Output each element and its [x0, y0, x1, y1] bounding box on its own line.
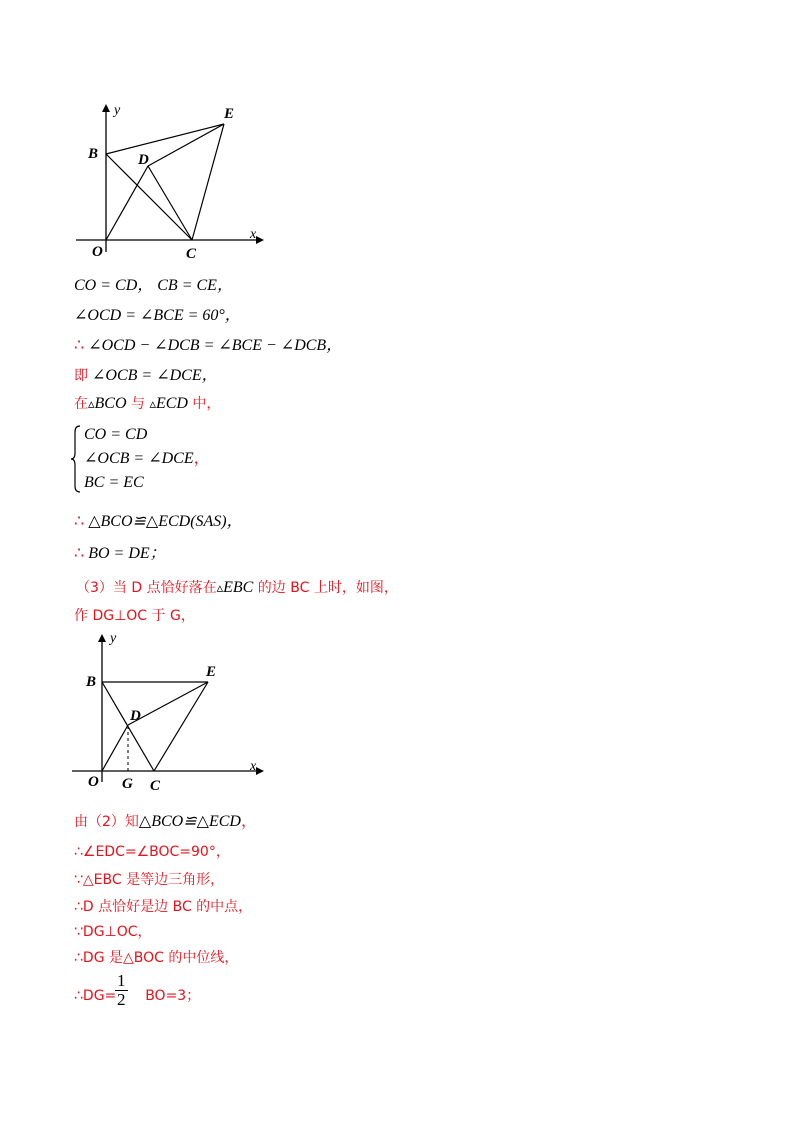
triangle-symbol-ebc: ▵	[216, 581, 224, 596]
equation-angle-60: ∠OCD = ∠BCE = 60°，	[74, 307, 241, 324]
equation-angle-subtract-math: ∠OCD − ∠DCB = ∠BCE − ∠DCB，	[84, 337, 343, 354]
therefore-symbol: ∴	[74, 545, 85, 562]
angle-edc-boc: ∴∠EDC=∠BOC=90°，	[74, 844, 230, 860]
congruence-sas	[74, 512, 243, 532]
label-E: E	[206, 664, 217, 680]
triangle-ebc: EBC	[223, 579, 254, 596]
segment-OD	[106, 166, 148, 240]
x-axis-label: x	[250, 227, 257, 242]
label-C: C	[186, 246, 197, 262]
segment-EC	[154, 682, 208, 771]
label-C: C	[150, 778, 161, 794]
geometry-figure-1	[60, 92, 280, 267]
x-axis-arrow	[256, 767, 264, 775]
system-eq-2-comma: ，	[193, 450, 210, 467]
prefix-zai: 在	[74, 396, 88, 412]
label-B: B	[86, 674, 97, 690]
perpendicular-statement: ∵DG⊥OC，	[74, 924, 152, 940]
label-O: O	[88, 774, 99, 790]
from-part-2-math: △BCO≌△ECD	[138, 813, 241, 830]
equation-system	[70, 425, 330, 493]
segment-DE	[148, 124, 224, 166]
part-3-statement	[76, 578, 398, 599]
median-line-statement: ∴DG 是△BOC 的中位线，	[74, 950, 239, 966]
y-axis-label: y	[110, 631, 117, 646]
y-axis-arrow	[98, 634, 106, 642]
label-G: G	[122, 776, 133, 792]
fraction-numerator: 1	[117, 971, 126, 990]
label-E: E	[224, 106, 235, 122]
part-3-suffix: 的边 BC 上时，如图，	[253, 580, 398, 596]
system-eq-2-math: ∠OCB = ∠DCE	[84, 450, 194, 467]
triangle-ecd: ECD	[155, 395, 188, 412]
equation-angle-subtract	[74, 336, 342, 356]
segment-EC	[192, 124, 224, 240]
system-eq-2	[84, 449, 210, 469]
construct-dg: 作 DG⊥OC 于 G，	[74, 608, 195, 624]
left-brace	[70, 425, 82, 493]
label-B: B	[88, 146, 99, 162]
y-axis-arrow	[102, 104, 110, 112]
congruence-sas-math: △BCO≌△ECD(SAS)，	[84, 513, 243, 530]
system-eq-1: CO = CD	[84, 426, 148, 443]
therefore-symbol: ∴	[74, 337, 85, 354]
fraction-one-half	[115, 972, 128, 1009]
suffix-zhong: 中，	[187, 396, 221, 412]
system-eq-3: BC = EC	[84, 474, 144, 491]
conjunction-yu: 与	[126, 396, 150, 412]
prefix-ji: 即	[74, 368, 88, 384]
from-part-2	[74, 812, 257, 832]
statement-in-triangles	[74, 394, 220, 415]
segment-OD	[102, 725, 128, 771]
equilateral-statement: ∵△EBC 是等边三角形，	[74, 872, 225, 888]
midpoint-statement: ∴D 点恰好是边 BC 的中点，	[74, 899, 253, 915]
conclusion-bo-de-math: BO = DE；	[84, 545, 166, 562]
from-part-2-prefix: 由（2）知	[74, 814, 139, 830]
from-part-2-suffix: ，	[240, 813, 257, 830]
dg-result-prefix: ∴DG=	[74, 988, 117, 1004]
triangle-symbol-1: ▵	[88, 397, 95, 412]
dg-result-suffix: BO=3；	[145, 988, 201, 1004]
conclusion-bo-de	[74, 544, 166, 564]
segment-BE	[106, 124, 224, 154]
equation-angle-ocb-dce	[74, 366, 218, 386]
geometry-figure-2	[60, 622, 280, 802]
therefore-symbol: ∴	[74, 513, 85, 530]
triangle-bco: BCO	[94, 395, 127, 412]
part-3-prefix: （3）当 D 点恰好落在	[76, 580, 217, 596]
dg-result	[74, 986, 200, 1006]
equation-angle-ocb-dce-math: ∠OCB = ∠DCE，	[88, 367, 218, 384]
label-D: D	[138, 152, 149, 168]
equation-co-cd: CO = CD， CB = CE，	[74, 277, 233, 294]
y-axis-label: y	[114, 103, 121, 118]
x-axis-arrow	[256, 236, 264, 244]
triangle-symbol-2: ▵	[149, 397, 156, 412]
label-O: O	[92, 244, 103, 260]
fraction-denominator: 2	[117, 990, 126, 1009]
x-axis-label: x	[250, 759, 257, 774]
label-D: D	[130, 708, 141, 724]
